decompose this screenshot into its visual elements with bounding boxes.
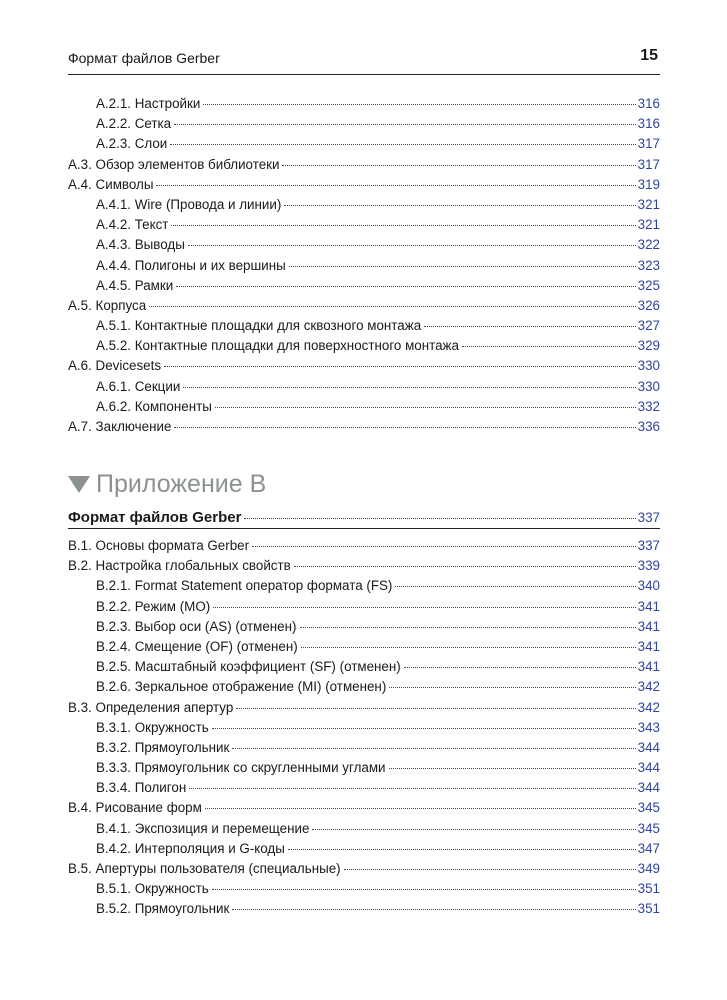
dot-leader — [212, 889, 636, 890]
toc-label: B.3.3. Прямоугольник со скругленными углами — [96, 760, 386, 776]
toc-page-number: 341 — [637, 618, 660, 634]
dot-leader — [395, 586, 635, 587]
dot-leader — [149, 306, 635, 307]
toc-entry[interactable] — [68, 134, 660, 154]
toc-label: A.7. Заключение — [68, 419, 172, 434]
dot-leader — [164, 366, 636, 367]
toc-page-number: 329 — [637, 338, 660, 354]
toc-label: B.3.4. Полигон — [96, 780, 187, 796]
toc-label: A.2.3. Слои — [96, 136, 168, 152]
toc-label: Формат файлов Gerber — [68, 509, 242, 526]
toc-entry[interactable] — [68, 718, 660, 738]
toc-entry[interactable] — [68, 798, 660, 818]
toc-page-number: 339 — [637, 558, 660, 574]
toc-entry[interactable] — [68, 698, 660, 718]
dot-leader — [282, 165, 635, 166]
dot-leader — [236, 708, 635, 709]
toc-page-number: 321 — [637, 196, 660, 212]
toc-label: A.6.1. Секции — [96, 378, 181, 394]
toc-entry[interactable] — [68, 296, 660, 316]
toc-page-number: 325 — [637, 277, 660, 293]
toc-page-number: 347 — [637, 840, 660, 856]
toc-label: A.6.2. Компоненты — [96, 398, 212, 414]
dot-leader — [294, 566, 636, 567]
dot-leader — [300, 627, 636, 628]
dot-leader — [203, 104, 635, 105]
toc-label: A.2.1. Настройки — [96, 96, 201, 111]
dot-leader — [312, 829, 635, 830]
toc-page-number: 342 — [637, 699, 660, 715]
dot-leader — [183, 387, 635, 388]
dot-leader — [171, 225, 635, 226]
dot-leader — [212, 728, 636, 729]
toc-entry[interactable] — [68, 738, 660, 758]
toc-entry[interactable] — [68, 235, 660, 255]
toc-label: A.5. Корпуса — [68, 297, 147, 313]
dot-leader — [232, 748, 635, 749]
toc-label: A.4.2. Текст — [96, 217, 169, 233]
dot-leader — [289, 266, 636, 267]
toc-entry[interactable] — [68, 397, 660, 417]
toc-entry[interactable] — [68, 215, 660, 235]
toc-entry[interactable] — [68, 417, 660, 437]
toc-label: B.5.1. Окружность — [96, 881, 209, 897]
toc-page-number: 316 — [637, 116, 660, 132]
toc-label: A.6. Devicesets — [68, 358, 162, 374]
toc-page-number: 336 — [637, 419, 660, 434]
dot-leader — [174, 427, 635, 428]
chapter-heading — [68, 466, 266, 502]
toc-label: A.4. Символы — [68, 176, 154, 192]
toc-page-number: 316 — [637, 96, 660, 111]
toc-label: B.5.2. Прямоугольник — [96, 901, 230, 917]
toc-entry[interactable] — [68, 839, 660, 859]
dot-leader — [389, 687, 635, 688]
toc-entry[interactable] — [68, 356, 660, 376]
toc-page-number: 322 — [637, 237, 660, 253]
toc-label: B.3.2. Прямоугольник — [96, 739, 230, 755]
toc-list-top — [68, 94, 660, 437]
toc-label: B.4. Рисование форм — [68, 800, 202, 816]
toc-label: A.4.1. Wire (Провода и линии) — [96, 196, 282, 212]
toc-label: A.5.1. Контактные площадки для сквозного монтажа — [96, 318, 422, 334]
toc-page-number: 344 — [637, 739, 660, 755]
page-number: 15 — [640, 47, 658, 64]
toc-entry[interactable] — [68, 556, 660, 576]
running-title: Формат файлов Gerber — [68, 50, 220, 66]
toc-label: B.2.3. Выбор оси (AS) (отменен) — [96, 618, 297, 634]
toc-entry[interactable] — [68, 859, 660, 879]
toc-entry[interactable] — [68, 536, 660, 556]
toc-entry[interactable] — [68, 657, 660, 677]
toc-entry[interactable] — [68, 597, 660, 617]
toc-page-number: 345 — [637, 820, 660, 836]
toc-entry[interactable] — [68, 195, 660, 215]
toc-entry[interactable] — [68, 276, 660, 296]
dot-leader — [189, 788, 635, 789]
toc-entry[interactable] — [68, 377, 660, 397]
toc-label: A.5.2. Контактные площадки для поверхностного монтажа — [96, 338, 459, 354]
toc-page-number: 337 — [637, 538, 660, 553]
toc-label: B.3.1. Окружность — [96, 719, 209, 735]
toc-page-number: 340 — [637, 578, 660, 594]
toc-entry[interactable] — [68, 336, 660, 356]
toc-list-bottom — [68, 536, 660, 920]
toc-entry[interactable] — [68, 316, 660, 336]
dot-leader — [344, 869, 636, 870]
toc-page-number: 351 — [637, 901, 660, 917]
toc-page-number: 326 — [637, 297, 660, 313]
section-heading — [68, 508, 660, 529]
dot-leader — [301, 647, 636, 648]
toc-entry[interactable] — [68, 879, 660, 899]
dot-leader — [188, 245, 636, 246]
dot-leader — [213, 607, 635, 608]
toc-entry[interactable] — [68, 256, 660, 276]
toc-page-number: 323 — [637, 257, 660, 273]
toc-page-number: 317 — [637, 136, 660, 152]
toc-entry[interactable] — [68, 677, 660, 697]
dot-leader — [174, 124, 636, 125]
dot-leader — [215, 407, 636, 408]
toc-page-number: 345 — [637, 800, 660, 816]
toc-label: B.2.6. Зеркальное отображение (MI) (отменен) — [96, 679, 387, 695]
toc-entry[interactable] — [68, 94, 660, 114]
triangle-down-icon — [68, 476, 90, 493]
toc-page-number: 344 — [637, 760, 660, 776]
toc-label: B.2.1. Format Statement оператор формата (FS) — [96, 578, 393, 594]
toc-label: A.4.3. Выводы — [96, 237, 185, 253]
dot-leader — [288, 849, 636, 850]
toc-entry[interactable] — [68, 175, 660, 195]
toc-entry[interactable] — [68, 155, 660, 175]
chapter-title: Приложение B — [96, 469, 267, 498]
toc-entry[interactable] — [68, 819, 660, 839]
toc-entry[interactable] — [68, 899, 660, 919]
toc-page-number: 341 — [637, 659, 660, 675]
dot-leader — [232, 909, 635, 910]
toc-label: A.3. Обзор элементов библиотеки — [68, 156, 280, 172]
toc-page-number: 349 — [637, 861, 660, 876]
toc-entry[interactable] — [68, 778, 660, 798]
dot-leader — [462, 346, 636, 347]
toc-page-number: 337 — [637, 510, 660, 525]
dot-leader — [404, 667, 636, 668]
running-header — [68, 47, 660, 75]
toc-page-number: 343 — [637, 719, 660, 735]
toc-label: A.4.4. Полигоны и их вершины — [96, 257, 286, 273]
dot-leader — [284, 205, 635, 206]
toc-label: B.2.5. Масштабный коэффициент (SF) (отменен) — [96, 659, 401, 675]
toc-page-number: 317 — [637, 156, 660, 172]
dot-leader — [424, 326, 636, 327]
toc-label: B.2.2. Режим (MO) — [96, 598, 211, 614]
toc-page-number: 327 — [637, 318, 660, 334]
toc-page-number: 344 — [637, 780, 660, 796]
toc-label: B.2.4. Смещение (OF) (отменен) — [96, 638, 298, 654]
toc-entry[interactable] — [68, 637, 660, 657]
toc-label: A.4.5. Рамки — [96, 277, 174, 293]
toc-label: B.4.1. Экспозиция и перемещение — [96, 820, 310, 836]
toc-entry[interactable] — [68, 576, 660, 596]
toc-label: B.1. Основы формата Gerber — [68, 538, 250, 553]
toc-entry[interactable] — [68, 114, 660, 134]
dot-leader — [156, 185, 635, 186]
toc-page-number: 341 — [637, 598, 660, 614]
dot-leader — [252, 546, 636, 547]
toc-entry-section[interactable] — [68, 508, 660, 528]
toc-page-number: 342 — [637, 679, 660, 695]
toc-entry[interactable] — [68, 617, 660, 637]
toc-page-number: 341 — [637, 638, 660, 654]
dot-leader — [205, 808, 636, 809]
toc-page-number: 330 — [637, 358, 660, 374]
toc-page-number: 351 — [637, 881, 660, 897]
toc-label: B.3. Определения апертур — [68, 699, 234, 715]
toc-page-number: 321 — [637, 217, 660, 233]
toc-label: A.2.2. Сетка — [96, 116, 172, 132]
dot-leader — [244, 518, 635, 519]
dot-leader — [389, 768, 636, 769]
toc-label: B.5. Апертуры пользователя (специальные) — [68, 861, 341, 876]
toc-page-number: 319 — [637, 176, 660, 192]
toc-page-number: 330 — [637, 378, 660, 394]
dot-leader — [170, 144, 635, 145]
toc-label: B.2. Настройка глобальных свойств — [68, 558, 291, 574]
toc-page-number: 332 — [637, 398, 660, 414]
toc-label: B.4.2. Интерполяция и G-коды — [96, 840, 285, 856]
toc-entry[interactable] — [68, 758, 660, 778]
dot-leader — [176, 286, 635, 287]
